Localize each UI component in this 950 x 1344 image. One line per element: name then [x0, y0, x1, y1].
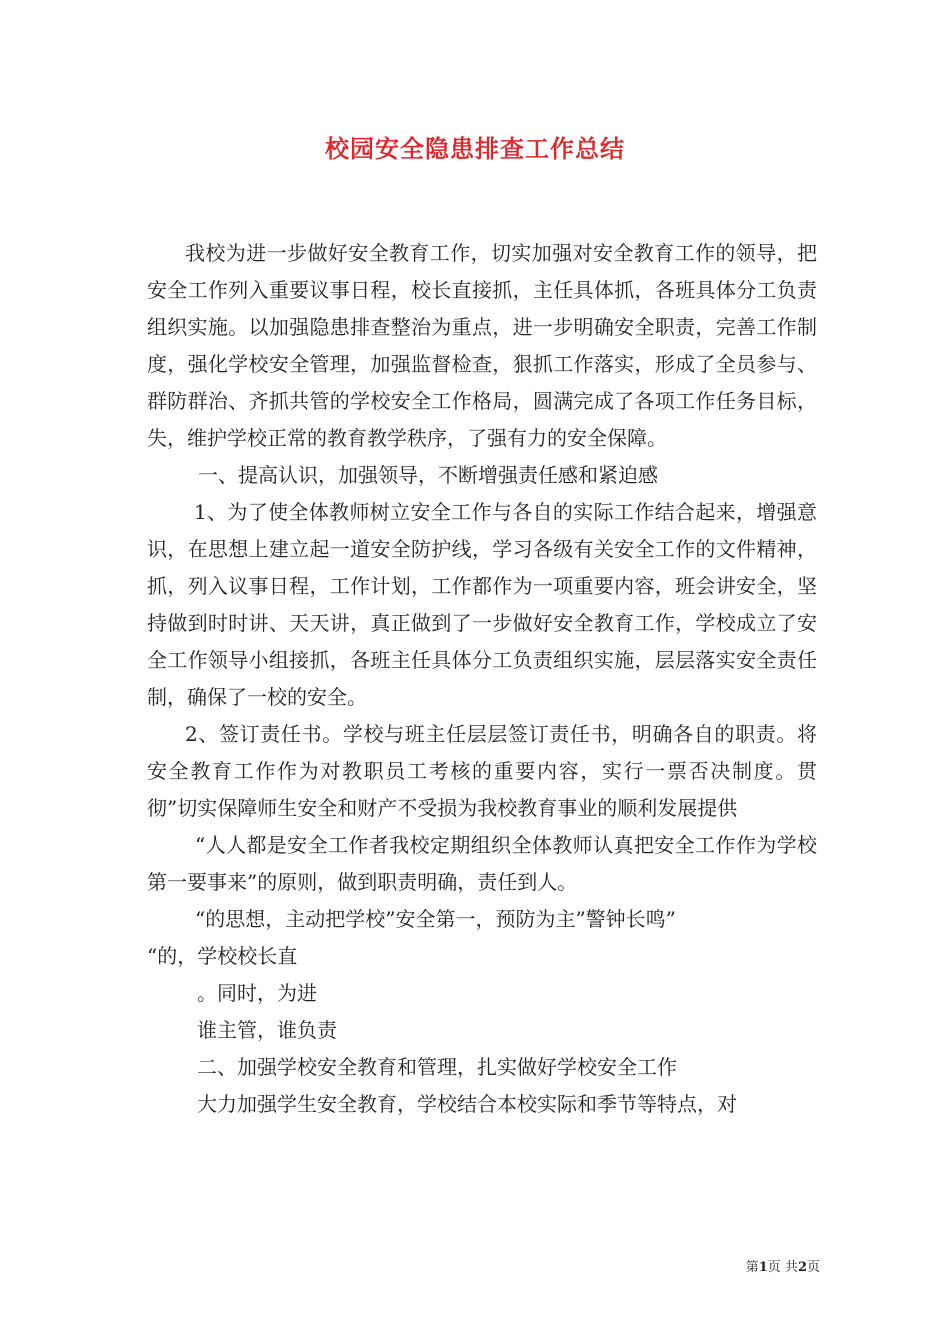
paragraph-intro: 我校为进一步做好安全教育工作，切实加强对安全教育工作的领导，把安全工作列入重要议事日程，校长直接抓，主任具体抓，各班具体分工负责组织实施。以加强隐患排查整治为重点，进一步明确安全职责，完善工作制度，强化学校安全管理，加强监督检查，狠抓工作落实，形成了全员参与、群防群治、齐抓共管的学校安全工作格局，圆满完成了各项工作任务目标，失，维护学校正常的教育教学秩序，了强有力的安全保障。	[147, 241, 817, 450]
paragraph-fragment-2: 。同时，为进	[197, 981, 317, 1005]
paragraph-item-2: 2、签订责任书。学校与班主任层层签订责任书，明确各自的职责。将安全教育工作作为对教职员工考核的重要内容，实行一票否决制度。贯彻”切实保障师生安全和财产不受损为我校教育事业的顺利发展提供	[147, 722, 817, 820]
paragraph-item-1: 1、为了使全体教师树立安全工作与各自的实际工作结合起来，增强意识，在思想上建立起一道安全防护线，学习各级有关安全工作的文件精神，抓，列入议事日程，工作计划，工作都作为一项重要内容，班会讲安全，坚持做到时时讲、天天讲，真正做到了一步做好安全教育工作，学校成立了安全工作领导小组接抓，各班主任具体分工负责组织实施，层层落实安全责任制，确保了一校的安全。	[147, 500, 817, 709]
footer-total-pages: 2	[797, 1260, 807, 1275]
footer-prefix: 第	[745, 1260, 759, 1275]
document-body	[147, 235, 817, 1123]
paragraph-fragment-1: “的，学校校长直	[147, 944, 298, 968]
paragraph-quote-1: “人人都是安全工作者我校定期组织全体教师认真把安全工作作为学校第一要事来”的原则，做到职责明确，责任到人。	[147, 833, 817, 894]
paragraph-section-2: 大力加强学生安全教育，学校结合本校实际和季节等特点，对	[197, 1092, 737, 1116]
document-title: 校园安全隐患排查工作总结	[325, 134, 625, 163]
footer-current-page: 1	[758, 1260, 768, 1275]
section-heading-2: 二、加强学校安全教育和管理，扎实做好学校安全工作	[197, 1055, 677, 1079]
page-number-footer	[0, 1259, 820, 1277]
section-heading-1: 一、提高认识，加强领导，不断增强责任感和紧迫感	[198, 463, 658, 487]
footer-middle: 页 共	[767, 1260, 798, 1275]
paragraph-fragment-3: 谁主管，谁负责	[197, 1018, 337, 1042]
paragraph-quote-2: “的思想，主动把学校”安全第一，预防为主”警钟长鸣”	[195, 907, 676, 931]
footer-suffix: 页	[806, 1260, 820, 1275]
